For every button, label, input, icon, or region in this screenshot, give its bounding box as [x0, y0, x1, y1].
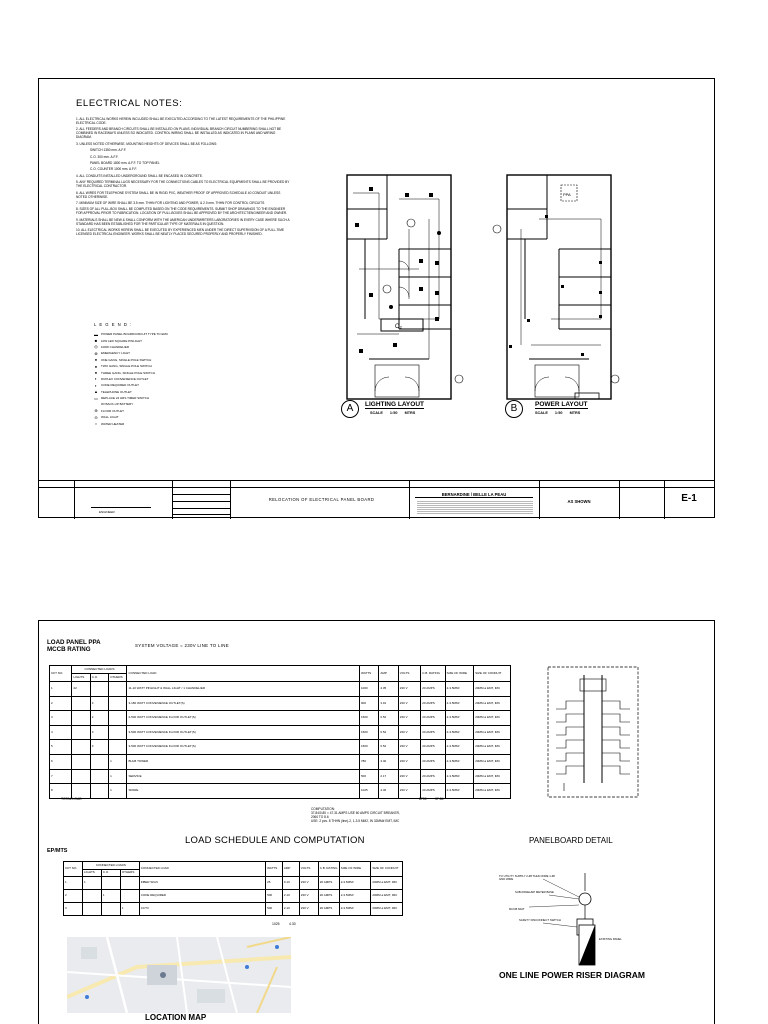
table-cell: 1500 — [360, 711, 379, 726]
legend-label: DUPLEX CONVENIENCE OUTLET — [101, 376, 149, 381]
owner-name: BERNARDINE / BELLE LA PEAU — [415, 492, 533, 498]
table-cell: 3-500 WATT CONVENIENCE FLOOR OUTLET(S) — [127, 740, 360, 755]
note-item: 8. SIZES OF ALL PULL-BOX SHALL BE COMPUTED BASED ON THE CODE REQUIREMENTS. SUBMIT SHOP DRAWINGS TO THE ENGINEER FOR APPROVAL PRIOR TO FABRICATION. LOCATION OF PULL-BOXES SHALL BE APPROVED BY THE ARCHITECT/ENGINEER AND OWNER. — [76, 207, 288, 216]
col-ckt-no: CKT NO. — [50, 666, 72, 682]
table-cell: 11-10 WATT PINLIGHT & WALL LIGHT / 1 CHANDELIER — [127, 682, 360, 697]
legend-label: 10W LED SQUARE PINLIGHT — [101, 338, 143, 343]
table-cell: 20 AMPS — [318, 903, 339, 916]
table-cell — [72, 740, 90, 755]
col-co: C.O. — [90, 674, 108, 682]
table-cell: 2-3.5MM² — [445, 754, 474, 769]
ep-col-lights: LIGHTS — [82, 870, 101, 877]
sheet-number: E-1 — [681, 493, 697, 504]
table-cell: 20 AMPS — [421, 682, 445, 697]
computation-line: USE: 2 pcs. 8 THHN (line)-2, 1-3.5 MM2, IN 32MM# EMT, IMC — [311, 819, 400, 823]
location-map-title: LOCATION MAP — [145, 1013, 207, 1022]
table-cell: CODE REQUIRED — [139, 890, 265, 903]
lighting-layout-tag-letter: A — [346, 403, 354, 414]
one-line-riser-diagram — [489, 869, 669, 969]
table-cell: 230 V — [299, 890, 318, 903]
table-cell: 1 — [101, 890, 120, 903]
table-cell: 20 AMPS — [318, 890, 339, 903]
table-cell: 1 — [120, 903, 139, 916]
table-cell — [90, 769, 108, 784]
owner-notes-block — [417, 501, 533, 515]
table-cell — [120, 877, 139, 890]
legend-label: WATER HEATER — [101, 421, 125, 426]
table-cell: SERVICE — [127, 769, 360, 784]
ep-col-ckt-no: CKT NO. — [64, 862, 83, 877]
ep-mts-load-table — [63, 861, 403, 916]
table-cell: 1 — [82, 877, 101, 890]
electrical-notes-title: ELECTRICAL NOTES: — [76, 98, 183, 109]
computation-notes — [311, 807, 511, 823]
panelboard-detail-diagram — [544, 665, 644, 801]
riser-diagram-title: ONE LINE POWER RISER DIAGRAM — [499, 970, 645, 980]
table-cell: 20MM ø EMT, IMC — [371, 890, 403, 903]
table-cell: 2-3.5MM² — [445, 769, 474, 784]
table-cell: 1 — [109, 769, 127, 784]
table-cell — [72, 769, 90, 784]
table-cell: 25 — [266, 877, 283, 890]
svg-text:PPA: PPA — [563, 192, 571, 197]
table-cell: 20MM ø EMT, IMC — [474, 725, 511, 740]
table-cell: 8 — [50, 784, 72, 799]
table-cell — [109, 725, 127, 740]
table-cell: 2 — [64, 890, 83, 903]
table-cell: 230 V — [299, 903, 318, 916]
table-cell: SPARE — [127, 784, 360, 799]
table-cell: 230 V — [398, 784, 420, 799]
table-row — [50, 754, 511, 769]
legend-label: THREE GANG, SINGLE POLE SWITCH — [101, 370, 156, 375]
table-cell: 2.17 — [379, 769, 398, 784]
power-layout-title: POWER LAYOUT — [535, 401, 588, 408]
legend-label: W/ BACK-UP BATTERY — [101, 402, 134, 407]
table-row — [64, 877, 403, 890]
table-cell: 3 — [50, 711, 72, 726]
load-schedule-title: LOAD SCHEDULE AND COMPUTATION — [185, 835, 365, 846]
location-map-roads — [67, 937, 291, 1013]
legend-symbol-icon: ○ — [94, 421, 98, 427]
total-load-amps: 37.84 — [435, 797, 444, 801]
ep-col-co: C.O. — [101, 870, 120, 877]
col-amp: AMP — [379, 666, 398, 682]
table-cell: 20 AMPS — [421, 754, 445, 769]
table-cell: 230 V — [398, 682, 420, 697]
note-item: C.O. COUNTER 1000 mm. A.F.F. — [90, 167, 137, 172]
table-cell: 230 V — [299, 877, 318, 890]
table-cell: 2-500 WATT CONVENIENCE FLOOR OUTLET(S) — [127, 711, 360, 726]
table-cell: 20 AMPS — [421, 696, 445, 711]
computation-line: 37.84/0.80 = 47.31 AMPS USE 60 AMPS CIRCUIT BREAKER, — [311, 811, 400, 815]
table-row — [64, 890, 403, 903]
electrical-notes-list — [76, 117, 291, 238]
legend-symbol-icon: ■ — [94, 338, 98, 344]
table-cell: 2-3.5MM² — [339, 877, 371, 890]
svg-text:O₂: O₂ — [395, 324, 402, 330]
lighting-layout-plan — [339, 169, 469, 409]
lighting-layout-tag — [341, 400, 359, 418]
load-panel-title: LOAD PANEL PPA — [47, 639, 101, 646]
table-cell: 1500 — [360, 725, 379, 740]
table-cell: 20MM ø EMT, IMC — [474, 711, 511, 726]
table-cell: 3 — [90, 725, 108, 740]
col-watts: WATTS — [360, 666, 379, 682]
legend-symbol-icon: ◐ — [94, 376, 98, 382]
power-layout-scale: SCALE 1:50 MTRS — [535, 411, 581, 415]
table-cell: 6 — [50, 754, 72, 769]
table-cell: 2 — [50, 696, 72, 711]
computation-line: 2060 TO 8.6 — [311, 815, 329, 819]
table-cell: 20MM ø EMT, IMC — [371, 903, 403, 916]
drawing-sheet-e1 — [38, 78, 715, 518]
table-cell: 230 V — [398, 725, 420, 740]
table-cell: 1 — [64, 877, 83, 890]
legend-symbol-icon: ● — [94, 370, 98, 376]
location-map — [67, 937, 291, 1013]
table-cell — [109, 740, 127, 755]
ep-col-amp: AMP — [282, 862, 299, 877]
ep-col-wire-size: SIZE OF WIRE — [339, 862, 371, 877]
table-cell: 3 — [64, 903, 83, 916]
table-cell: 20MM ø EMT, IMC — [474, 696, 511, 711]
table-cell: FIBER SIGN — [139, 877, 265, 890]
table-cell — [72, 725, 90, 740]
total-load-watts: 8705 — [419, 797, 427, 801]
legend-label: TWO GANG, SINGLE POLE SWITCH — [101, 364, 152, 369]
table-cell: 2-3.5MM² — [339, 903, 371, 916]
col-volts: VOLTS — [398, 666, 420, 682]
legend-label: TELEPHONE OUTLET — [101, 389, 132, 394]
table-cell: 5 — [50, 740, 72, 755]
table-cell: BULB TOWER — [127, 754, 360, 769]
ep-col-volts: VOLTS — [299, 862, 318, 877]
main-load-schedule-table — [49, 665, 511, 799]
ep-col-connected-load: CONNECTED LOAD — [139, 862, 265, 877]
legend-symbol-icon: ● — [94, 363, 98, 369]
riser-label-mccb: MCCB 60AT — [509, 907, 525, 911]
table-cell: 2-3.5MM² — [445, 725, 474, 740]
table-cell: 20MM ø EMT, IMC — [474, 769, 511, 784]
lighting-layout-scale: SCALE 1:50 MTRS — [370, 411, 416, 415]
title-block — [39, 480, 714, 519]
table-cell: 3.91 — [379, 696, 398, 711]
ep-col-conduit-size: SIZE OF CONDUIT — [371, 862, 403, 877]
table-cell: 6.52 — [379, 711, 398, 726]
table-cell: 2-3.5MM² — [445, 711, 474, 726]
table-cell: 4.35 — [379, 682, 398, 697]
system-voltage: SYSTEM VOLTAGE = 230V LINE TO LINE — [135, 643, 229, 648]
col-lights: LIGHTS — [72, 674, 90, 682]
engineer-label: ENGINEER — [99, 510, 115, 514]
col-wire-size: SIZE OF WIRE — [445, 666, 474, 682]
table-cell — [72, 711, 90, 726]
col-conduit-size: SIZE OF CONDUIT — [474, 666, 511, 682]
table-cell: 500 — [266, 890, 283, 903]
table-cell: 230 V — [398, 754, 420, 769]
table-cell: 230 V — [398, 696, 420, 711]
legend-label: REPLACE 24 HRS TIMER SWITCH — [101, 396, 150, 401]
col-others: OTHERS — [109, 674, 127, 682]
table-cell: 4 — [50, 725, 72, 740]
table-cell: 1000 — [360, 682, 379, 697]
table-cell: 20MM ø EMT, IMC — [371, 877, 403, 890]
legend-label: POWER PANEL BOARD/CIRCUIT TYPE TO EMC — [101, 332, 169, 337]
riser-label-meter-base: SUB-PANEL/EP METER BASE — [515, 890, 554, 894]
note-item: 7. MINIMUM SIZE OF WIRE SHALL BE 3.5 mm. THHN FOR LIGHTING AND POWER, & 2.0 mm. THHN FOR CONTROL CIRCUITS. — [76, 200, 266, 205]
legend-label: CODE REQUIRED OUTLET — [101, 383, 140, 388]
legend-label: ONE GANG, SINGLE POLE SWITCH — [101, 357, 152, 362]
note-item: 4. ALL CONDUITS INSTALLED UNDERGROUND SHALL BE ENCASED IN CONCRETE. — [76, 173, 203, 178]
table-cell — [101, 903, 120, 916]
table-cell: 4.46 — [379, 784, 398, 799]
table-cell — [120, 890, 139, 903]
table-cell — [72, 754, 90, 769]
riser-label-existing-panel: EXISTING PANEL — [599, 937, 622, 941]
lighting-layout-title: LIGHTING LAYOUT — [365, 401, 424, 408]
note-item: SWITCH 1350 mm. A.F.F. — [90, 148, 127, 153]
ep-total-watts: 1025 — [272, 922, 280, 926]
table-cell: 20 AMPS — [421, 725, 445, 740]
table-cell: 2.10 — [282, 890, 299, 903]
table-cell: 230 V — [398, 769, 420, 784]
table-cell: 22 — [72, 682, 90, 697]
table-cell: 2-3.5MM² — [445, 696, 474, 711]
table-cell: 3 — [90, 740, 108, 755]
table-cell: 7 — [50, 769, 72, 784]
table-cell: 6.52 — [379, 740, 398, 755]
table-cell: 2.10 — [282, 903, 299, 916]
note-item: 3. UNLESS NOTED OTHERWISE, MOUNTING HEIGHTS OF DEVICES SHALL BE AS FOLLOWS: — [76, 141, 218, 146]
table-cell: 20 AMPS — [421, 769, 445, 784]
panelboard-detail-title: PANELBOARD DETAIL — [529, 836, 613, 845]
table-cell: 20MM ø EMT, IMC — [474, 784, 511, 799]
power-layout-tag-letter: B — [510, 403, 518, 414]
table-cell: 20MM ø EMT, IMC — [474, 754, 511, 769]
ep-col-connected-loads: CONNECTED LOADS — [82, 862, 139, 870]
table-row — [64, 903, 403, 916]
ep-total-amps: 4.30 — [289, 922, 296, 926]
legend-list — [91, 331, 241, 427]
table-cell: 3 — [90, 696, 108, 711]
table-cell — [90, 784, 108, 799]
table-cell — [109, 696, 127, 711]
note-item: 6. ALL WIRES FOR TELEPHONE SYSTEM SHALL BE IN RIGID PVC, WEATHER PROOF OF APPROVED SCHEDULE 40 CONDUIT UNLESS NOTED OTHERWISE. — [76, 190, 281, 199]
legend-symbol-icon: ⊖ — [94, 414, 98, 420]
mccb-rating-label: MCCB RATING — [47, 646, 91, 653]
table-cell: 2-3.5MM² — [445, 682, 474, 697]
table-cell: 500 — [360, 769, 379, 784]
col-cb-rating: C.B. RATING — [421, 666, 445, 682]
table-cell — [109, 682, 127, 697]
table-cell: 230 V — [398, 711, 420, 726]
total-load-label: TOTAL LOAD — [61, 797, 82, 801]
note-item: 5. ANY REQUIRED TERMINAL LUGS NECESSARY FOR THE CONNECTIONS CABLES TO ELECTRICAL EQUIPMENTS SHALL BE PROVIDED BY THE ELECTRICAL CONTRACTOR. — [76, 180, 290, 189]
legend-symbol-icon: ⊗ — [94, 350, 98, 356]
table-cell: 3-180 WATT CONVENIENCE OUTLET(S) — [127, 696, 360, 711]
legend-item — [91, 420, 241, 426]
power-layout-plan — [491, 169, 621, 409]
ep-col-cb-rating: C.B. RATING — [318, 862, 339, 877]
drawing-sheet-load-schedule — [38, 620, 715, 1024]
table-cell: 900 — [360, 696, 379, 711]
legend-title: L E G E N D : — [94, 322, 133, 327]
table-cell: 780 — [360, 754, 379, 769]
legend-label: 100W CHANDELIER — [101, 344, 130, 349]
note-item: 9. MATERIALS SHALL BE NEW & SHALL CONFORM WITH THE AMERICAN UNDERWRITERS LABORATORIES IN EVERY CASE WHERE SUCH A STANDARD HAS BEEN ESTABLISHED FOR THE PARTICULAR TYPE OF MATERIALS IN QUESTION. — [76, 217, 290, 226]
table-cell — [90, 754, 108, 769]
col-connected-load: CONNECTED LOAD — [127, 666, 360, 682]
table-cell: 1 — [50, 682, 72, 697]
legend-label: FLOOR OUTLET — [101, 408, 125, 413]
legend-symbol-icon: ◎ — [94, 344, 98, 350]
table-cell — [82, 890, 101, 903]
table-cell — [101, 877, 120, 890]
col-connected-loads: CONNECTED LOADS — [72, 666, 127, 674]
table-row — [50, 682, 511, 697]
legend-label: EMERGENCY LIGHT — [101, 351, 130, 356]
table-row — [50, 740, 511, 755]
table-cell: 2 — [90, 711, 108, 726]
table-cell: 3-500 WATT CONVENIENCE FLOOR OUTLET(S) — [127, 725, 360, 740]
table-cell: 6.52 — [379, 725, 398, 740]
table-cell — [109, 711, 127, 726]
table-cell: 20 AMPS — [421, 784, 445, 799]
table-cell: 0.10 — [282, 877, 299, 890]
table-cell: 1 — [109, 754, 127, 769]
table-cell: 20 AMPS — [421, 711, 445, 726]
ep-col-watts: WATTS — [266, 862, 283, 877]
table-cell — [90, 682, 108, 697]
computation-line: COMPUTATION: — [311, 807, 335, 811]
table-cell: 3.40 — [379, 754, 398, 769]
legend-symbol-icon: ▲ — [94, 389, 98, 395]
legend-symbol-icon: ▬ — [94, 331, 98, 337]
riser-label-safety-switch: SAFETY DISCONNECT SWITCH — [519, 918, 561, 922]
legend-symbol-icon: ▭ — [94, 395, 98, 401]
table-cell: 2-3.5MM² — [445, 784, 474, 799]
table-cell: 1500 — [360, 740, 379, 755]
table-row — [50, 769, 511, 784]
ep-col-others: OTHERS — [120, 870, 139, 877]
table-cell: 20MM ø EMT, IMC — [474, 740, 511, 755]
table-cell: 20 AMPS — [318, 877, 339, 890]
scale-value: AS SHOWN — [567, 499, 591, 504]
table-cell: 230 V — [398, 740, 420, 755]
legend-label: WALL LIGHT — [101, 415, 119, 420]
table-cell: 20MM ø EMT, IMC — [474, 682, 511, 697]
note-item: 2. ALL FEEDERS AND BRANCH CIRCUITS SHALL BE INSTALLED ON PLANS. INDIVIDUAL BRANCH CIRCUIT NUMBERING SHALL NOT BE COMBINED IN RACEWAYS UNLESS SO INDICATED. CONTROL WIRING SHALL BE INSTALLED AS INDICATED IN PLANS AND WIRING DIAGRAM. — [76, 127, 282, 140]
table-row — [50, 711, 511, 726]
table-cell: CCTV — [139, 903, 265, 916]
table-cell — [82, 903, 101, 916]
project-title: RELOCATION OF ELECTRICAL PANEL BOARD — [268, 497, 375, 502]
riser-label-utility: TO UTILITY SUPPLY 2-#8 THHN WIRE 1-#8 GND WIRE — [499, 874, 555, 882]
ep-mts-title: EP/MTS — [47, 848, 68, 854]
table-cell: 1025 — [360, 784, 379, 799]
table-cell: 1 — [109, 784, 127, 799]
table-cell: 500 — [266, 903, 283, 916]
table-row — [50, 725, 511, 740]
power-layout-tag — [505, 400, 523, 418]
legend-symbol-icon: ● — [94, 357, 98, 363]
note-item: 10. ALL ELECTRICAL WORKS HEREIN SHALL BE EXECUTED BY EXPERIENCED MEN UNDER THE DIRECT SUPERVISION OF A FULL-TIME LICENSED ELECTRICAL ENGINEER. WORKS SHALL BE NEATLY PLACED SECURED PROPERLY AND PROPERLY FINISHED. — [76, 228, 285, 237]
table-cell: 2-3.5MM² — [339, 890, 371, 903]
table-row — [50, 696, 511, 711]
note-item: C.O. 300 mm. A.F.F. — [90, 154, 119, 159]
note-item: PANEL BOARD 1800 mm. A.F.F. TO TOP PANEL — [90, 160, 160, 165]
table-cell: 2-3.5MM² — [445, 740, 474, 755]
legend-symbol-icon: ⊕ — [94, 408, 98, 414]
table-cell — [72, 696, 90, 711]
legend-symbol-icon: ◐ — [94, 382, 98, 388]
note-item: 1. ALL ELECTRICAL WORKS HEREIN INCLUDED SHALL BE EXECUTED ACCORDING TO THE LATEST REQUIREMENTS OF THE PHILIPPINE ELECTRICAL CODE. — [76, 117, 286, 125]
table-cell: 20 AMPS — [421, 740, 445, 755]
